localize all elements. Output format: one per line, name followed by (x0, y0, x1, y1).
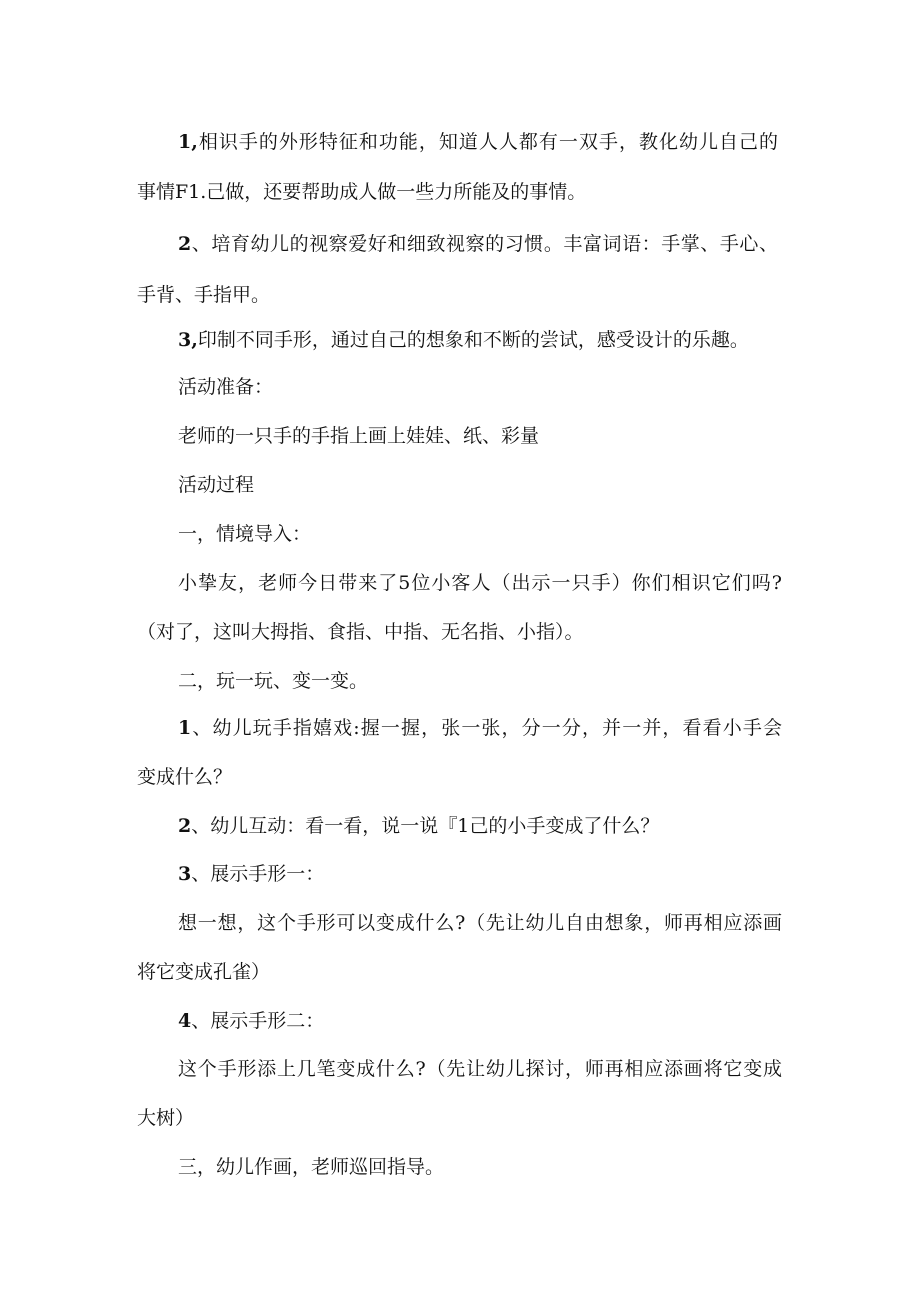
paragraph-line (137, 180, 586, 204)
list-number: 1, (178, 131, 198, 153)
line-text: 、幼儿玩手指嬉戏:握一握，张一张，分一分，并一并，看看小手会 (191, 717, 782, 739)
line-text: 大树） (137, 1107, 195, 1129)
line-text: 一，情境导入： (178, 523, 312, 545)
line-text: 活动过程 (178, 474, 255, 496)
paragraph-line (178, 232, 778, 256)
list-number: 1 (178, 717, 192, 739)
line-text: 活动准备： (178, 376, 274, 398)
paragraph-line (178, 130, 778, 154)
line-text: 事情F1.己做，还要帮助成人做一些力所能及的事情。 (137, 181, 587, 203)
paragraph-line (178, 1057, 782, 1081)
paragraph-line (178, 911, 782, 935)
line-text: 想一想，这个手形可以变成什么?（先让幼儿自由想象，师再相应添画 (178, 912, 782, 934)
line-text: 二，玩一玩、变一变。 (178, 670, 369, 692)
line-text: 、培育幼儿的视察爱好和细致视察的习惯。丰富词语：手掌、手心、 (191, 233, 778, 255)
line-text: 、展示手形一： (191, 863, 325, 885)
paragraph-line (137, 283, 270, 307)
paragraph-line (137, 960, 270, 984)
line-text: （对了，这叫大拇指、食指、中指、无名指、小指）。 (137, 621, 584, 643)
line-text: 将它变成孔雀） (137, 961, 271, 983)
paragraph-line (178, 1009, 324, 1033)
paragraph-line (178, 862, 324, 886)
paragraph-line (178, 571, 782, 595)
list-number: 3, (178, 329, 198, 351)
paragraph-line (137, 620, 584, 644)
paragraph-line (137, 765, 232, 789)
section-heading (178, 473, 254, 497)
line-text: 手背、手指甲。 (137, 284, 271, 306)
line-text: 、展示手形二： (191, 1010, 325, 1032)
section-heading (178, 522, 311, 546)
section-heading (178, 669, 368, 693)
list-number: 3 (178, 863, 192, 885)
line-text: 小挚友，老师今日带来了5位小客人（出示一只手）你们相识它们吗? (178, 572, 782, 594)
paragraph-line (178, 716, 782, 740)
line-text: 相识手的外形特征和功能，知道人人都有一双手，教化幼儿自己的 (197, 131, 778, 153)
line-text: 印制不同手形，通过自己的想象和不断的尝试，感受设计的乐趣。 (197, 329, 749, 351)
paragraph-line (137, 1106, 194, 1130)
paragraph-line (178, 814, 659, 838)
line-text: 这个手形添上几笔变成什么?（先让幼儿探讨，师再相应添画将它变成 (178, 1058, 782, 1080)
list-number: 2 (178, 233, 192, 255)
paragraph-line (178, 328, 749, 352)
line-text: 、幼儿互动：看一看，说一说『1己的小手变成了什么？ (191, 815, 660, 837)
list-number: 4 (178, 1010, 192, 1032)
paragraph-line (178, 424, 539, 448)
line-text: 三，幼儿作画，老师巡回指导。 (178, 1156, 445, 1178)
section-heading (178, 1155, 444, 1179)
list-number: 2 (178, 815, 192, 837)
section-heading (178, 375, 273, 399)
line-text: 变成什么？ (137, 766, 233, 788)
line-text: 老师的一只手的手指上画上娃娃、纸、彩量 (178, 425, 540, 447)
